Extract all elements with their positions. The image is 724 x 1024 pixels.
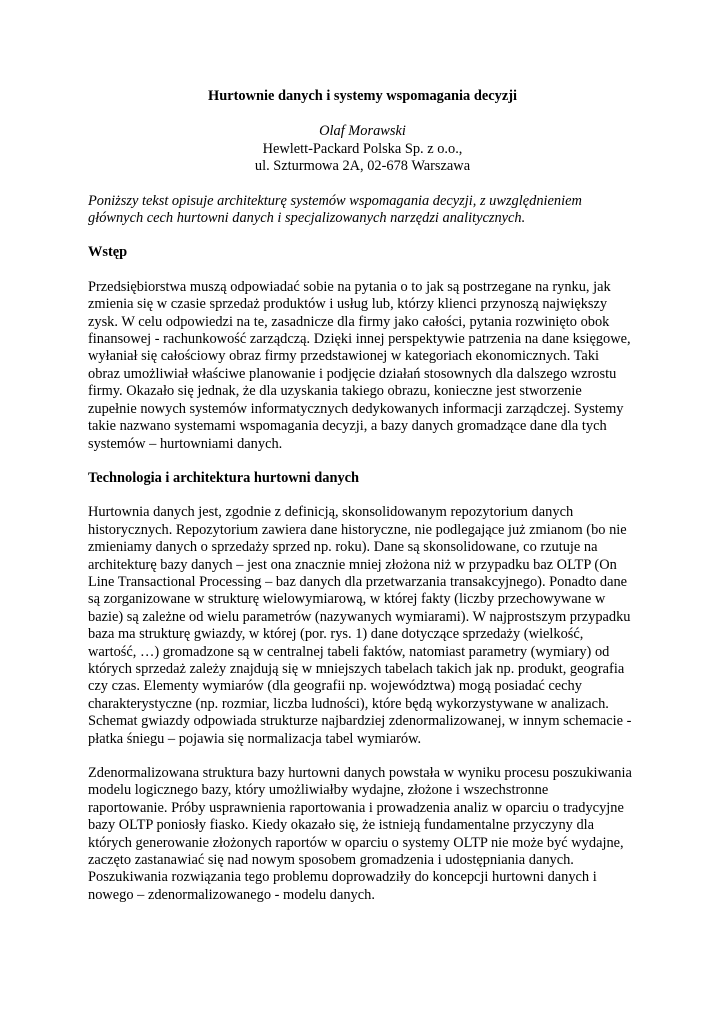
text-line: takie nazwano systemami wspomagania decyzji, a bazy danych gromadzące dane dla tych (88, 418, 607, 435)
text-line: obraz umożliwiał właściwe planowanie i podjęcie działań stosownych dla dalszego wzrostu (88, 365, 617, 382)
text-line: firmy. Okazało się jednak, że dla uzyskania takiego obrazu, konieczne jest stworzenie (88, 383, 582, 400)
text-line: są zorganizowane w strukturę wielowymiarową, w której fakty (liczby przechowywane w (88, 591, 606, 608)
section-heading-wstep: Wstęp (88, 244, 128, 261)
text-line: Zdenormalizowana struktura bazy hurtowni danych powstała w wyniku procesu poszukiwania (88, 765, 632, 781)
abstract (88, 193, 637, 228)
text-line: architekturę bazy danych – jest ona znacznie mniej złożona niż w przypadku baz OLTP (On (88, 556, 617, 573)
text-line: modelu logicznego bazy, który umożliwiałby wydajne, złożone i wszechstronne (88, 782, 549, 799)
text-line: Line Transactional Processing – baz danych dla przetwarzania transakcyjnego). Ponadto dane (88, 573, 628, 590)
text-line: zupełnie nowych systemów informatycznych dedykowanych informacji zarządczej. Systemy (88, 400, 624, 417)
text-line: baza ma strukturę gwiazdy, w której (por. rys. 1) dane dotyczące sprzedaży (wielkość, (88, 626, 584, 643)
text-line: Schemat gwiazdy odpowiada strukturze najbardziej zdenormalizowanej, w innym schemacie - (88, 713, 632, 730)
text-line: raportowanie. Próby usprawnienia raportowania i prowadzenia analiz w oparciu o tradycyjne (88, 799, 624, 816)
text-line: nowego – zdenormalizowanego - modelu danych. (88, 886, 375, 903)
text-line: zaczęto zastanawiać się nad nowym sposobem gromadzenia i udostępniania danych. (88, 852, 574, 869)
author-address: ul. Szturmowa 2A, 02-678 Warszawa (254, 158, 471, 175)
abstract-line: głównych cech hurtowni danych i specjalizowanych narzędzi analitycznych. (88, 210, 526, 227)
text-line: czy czas. Elementy wymiarów (dla geografii np. województwa) mogą posiadać cechy (88, 678, 582, 695)
author-block (88, 123, 637, 175)
text-line: płatka śniegu – pojawia się normalizacja tabel wymiarów. (88, 730, 422, 747)
text-line: wyłaniał się całościowy obraz firmy przedstawionej w kategoriach ekonomicznych. Taki (88, 348, 600, 365)
text-line: Hurtownia danych jest, zgodnie z definicją, skonsolidowanym repozytorium danych (88, 504, 574, 521)
text-line: których sprzedaż zależy znajdują się w mniejszych tabelach takich jak np. produkt, geografia (88, 660, 625, 677)
text-line: systemów – hurtowniami danych. (88, 435, 283, 452)
text-line: zmieniamy danych o sprzedaży sprzed np. roku). Dane są skonsolidowane, co rzutuje na (88, 539, 598, 556)
text-line: charakterystyczne (np. rozmiar, liczba ludności), które będą wykorzystywane w analizach. (88, 695, 609, 712)
text-line: wartość, …) gromadzone są w centralnej tabeli faktów, natomiast parametry (wymiary) od (88, 643, 610, 660)
text-line: zmienia się w czasie sprzedaż produktów i usług lub, którzy klienci przynoszą największy (88, 296, 608, 313)
paragraph (88, 279, 637, 453)
author-name: Olaf Morawski (319, 123, 406, 140)
text-line: finansowej - rachunkowość zarządczą. Dzięki innej perspektywie patrzenia na dane księgowe, (88, 331, 631, 348)
text-line: bazy OLTP poniosły fiasko. Kiedy okazało się, że istnieją fundamentalne przyczyny dla (88, 817, 595, 834)
author-company: Hewlett-Packard Polska Sp. z o.o., (262, 140, 463, 157)
section-heading-technologia: Technologia i architektura hurtowni danych (88, 469, 360, 486)
paragraph (88, 765, 637, 904)
text-line: Poszukiwania rozwiązania tego problemu doprowadziły do koncepcji hurtowni danych i (88, 869, 597, 886)
text-line: Przedsiębiorstwa muszą odpowiadać sobie na pytania o to jak są postrzegane na rynku, jak (88, 278, 611, 295)
document-page (88, 88, 637, 904)
abstract-line: Poniższy tekst opisuje architekturę systemów wspomagania decyzji, z uwzględnieniem (88, 192, 582, 209)
text-line: zysk. W celu odpowiedzi na te, zasadnicze dla firmy jako całości, pytania rozwinięto obok (88, 313, 610, 330)
document-title: Hurtownie danych i systemy wspomagania decyzji (208, 88, 517, 104)
text-line: bazie) są zależne od wielu parametrów (nazywanych wymiarami). W najprostszym przypadku (88, 608, 631, 625)
text-line: których generowanie złożonych raportów w oparciu o systemy OLTP nie może być wydajne, (88, 834, 624, 851)
paragraph (88, 504, 637, 748)
text-line: historycznych. Repozytorium zawiera dane historyczne, nie podlegające już zmianom (bo nie (88, 521, 627, 538)
